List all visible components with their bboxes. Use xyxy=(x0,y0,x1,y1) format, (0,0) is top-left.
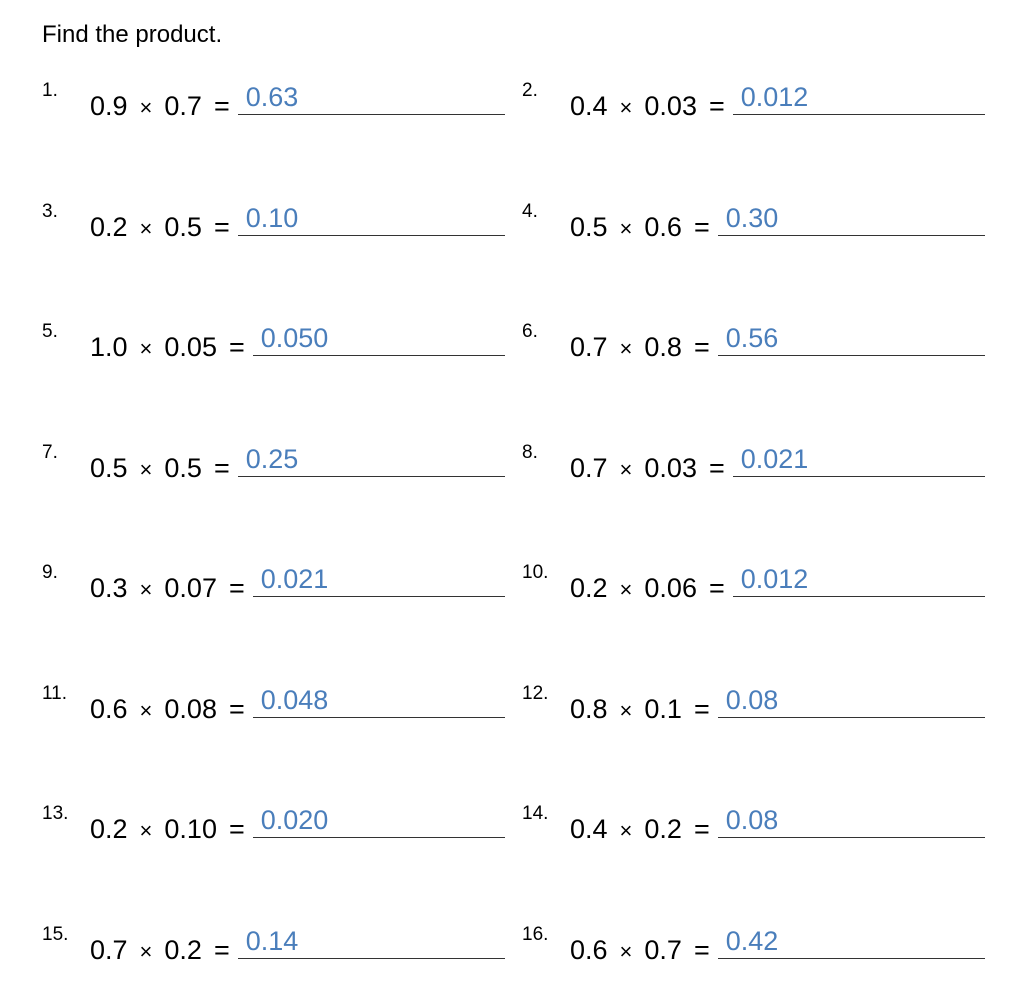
problem-item xyxy=(522,201,985,251)
times-sign: × xyxy=(619,939,633,964)
answer-text: 0.63 xyxy=(245,82,299,112)
factor-a: 0.8 xyxy=(570,694,608,724)
equals-sign: = xyxy=(213,212,230,242)
equals-sign: = xyxy=(708,453,725,483)
equals-sign: = xyxy=(213,935,230,965)
answer-text: 0.08 xyxy=(725,805,779,835)
factor-b: 0.2 xyxy=(164,935,202,965)
factor-a: 0.2 xyxy=(90,814,128,844)
factor-b: 0.03 xyxy=(644,91,697,121)
factor-a: 0.9 xyxy=(90,91,128,121)
problem-number: 1. xyxy=(42,80,58,101)
problem-item xyxy=(42,201,505,251)
problem-number: 8. xyxy=(522,442,538,463)
problem-expression xyxy=(570,201,985,242)
times-sign: × xyxy=(139,95,153,120)
problem-expression xyxy=(90,924,505,965)
problem-expression xyxy=(90,80,505,121)
answer-text: 0.42 xyxy=(725,926,779,956)
problem-number: 5. xyxy=(42,321,58,342)
equals-sign: = xyxy=(228,332,245,362)
factor-b: 0.1 xyxy=(644,694,682,724)
problem-number: 16. xyxy=(522,924,549,945)
factor-b: 0.5 xyxy=(164,212,202,242)
problem-number: 14. xyxy=(522,803,549,824)
answer-text: 0.020 xyxy=(260,805,329,835)
problem-number: 15. xyxy=(42,924,69,945)
factor-b: 0.5 xyxy=(164,453,202,483)
factor-b: 0.7 xyxy=(164,91,202,121)
problem-item xyxy=(522,442,985,492)
problem-expression xyxy=(90,562,505,603)
equals-sign: = xyxy=(228,814,245,844)
factor-a: 0.4 xyxy=(570,91,608,121)
problem-expression xyxy=(90,201,505,242)
factor-a: 0.5 xyxy=(570,212,608,242)
problem-expression xyxy=(90,321,505,362)
factor-a: 0.3 xyxy=(90,573,128,603)
factor-a: 0.4 xyxy=(570,814,608,844)
equals-sign: = xyxy=(228,573,245,603)
factor-b: 0.03 xyxy=(644,453,697,483)
problem-item xyxy=(42,562,505,612)
times-sign: × xyxy=(139,939,153,964)
problem-expression xyxy=(570,803,985,844)
problem-expression xyxy=(90,683,505,724)
problem-item xyxy=(522,562,985,612)
problem-number: 2. xyxy=(522,80,538,101)
problem-item xyxy=(42,683,505,733)
answer-text: 0.021 xyxy=(260,564,329,594)
factor-b: 0.05 xyxy=(164,332,217,362)
times-sign: × xyxy=(139,457,153,482)
problem-expression xyxy=(90,803,505,844)
problem-number: 11. xyxy=(42,683,68,704)
problem-item xyxy=(42,442,505,492)
answer-text: 0.14 xyxy=(245,926,299,956)
answer-text: 0.56 xyxy=(725,323,779,353)
answer-blank[interactable] xyxy=(718,201,985,236)
problem-number: 6. xyxy=(522,321,538,342)
problem-expression xyxy=(570,924,985,965)
factor-a: 0.2 xyxy=(90,212,128,242)
answer-blank[interactable] xyxy=(718,924,985,959)
factor-a: 0.5 xyxy=(90,453,128,483)
equals-sign: = xyxy=(708,573,725,603)
factor-a: 0.6 xyxy=(570,935,608,965)
answer-text: 0.10 xyxy=(245,203,299,233)
times-sign: × xyxy=(619,818,633,843)
answer-blank[interactable] xyxy=(718,321,985,356)
problem-number: 4. xyxy=(522,201,538,222)
factor-a: 0.7 xyxy=(570,332,608,362)
answer-blank[interactable] xyxy=(253,562,505,597)
answer-blank[interactable] xyxy=(733,442,985,477)
equals-sign: = xyxy=(693,935,710,965)
problem-expression xyxy=(570,80,985,121)
times-sign: × xyxy=(139,577,153,602)
times-sign: × xyxy=(619,698,633,723)
problem-number: 3. xyxy=(42,201,58,222)
times-sign: × xyxy=(139,216,153,241)
times-sign: × xyxy=(139,698,153,723)
problem-item xyxy=(522,924,985,974)
times-sign: × xyxy=(619,336,633,361)
factor-b: 0.10 xyxy=(164,814,217,844)
answer-text: 0.08 xyxy=(725,685,779,715)
problem-item xyxy=(522,683,985,733)
problem-expression xyxy=(90,442,505,483)
factor-b: 0.7 xyxy=(644,935,682,965)
equals-sign: = xyxy=(213,91,230,121)
times-sign: × xyxy=(619,457,633,482)
answer-blank[interactable] xyxy=(253,803,505,838)
answer-blank[interactable] xyxy=(238,442,505,477)
times-sign: × xyxy=(619,577,633,602)
problem-expression xyxy=(570,562,985,603)
answer-text: 0.012 xyxy=(740,564,809,594)
equals-sign: = xyxy=(228,694,245,724)
instruction-text: Find the product. xyxy=(42,21,223,48)
answer-blank[interactable] xyxy=(733,562,985,597)
problem-number: 12. xyxy=(522,683,549,704)
problem-item xyxy=(42,80,505,130)
factor-b: 0.06 xyxy=(644,573,697,603)
equals-sign: = xyxy=(693,332,710,362)
answer-text: 0.25 xyxy=(245,444,299,474)
equals-sign: = xyxy=(693,814,710,844)
answer-blank[interactable] xyxy=(253,321,505,356)
answer-text: 0.050 xyxy=(260,323,329,353)
answer-blank[interactable] xyxy=(733,80,985,115)
problem-item xyxy=(522,321,985,371)
factor-a: 1.0 xyxy=(90,332,128,362)
factor-a: 0.2 xyxy=(570,573,608,603)
problem-expression xyxy=(570,442,985,483)
factor-a: 0.7 xyxy=(570,453,608,483)
equals-sign: = xyxy=(213,453,230,483)
problem-number: 10. xyxy=(522,562,549,583)
answer-blank[interactable] xyxy=(718,803,985,838)
answer-text: 0.021 xyxy=(740,444,809,474)
times-sign: × xyxy=(139,818,153,843)
factor-b: 0.08 xyxy=(164,694,217,724)
problem-number: 7. xyxy=(42,442,58,463)
answer-blank[interactable] xyxy=(238,924,505,959)
factor-a: 0.6 xyxy=(90,694,128,724)
factor-a: 0.7 xyxy=(90,935,128,965)
answer-blank[interactable] xyxy=(253,683,505,718)
problem-item xyxy=(42,924,505,974)
answer-blank[interactable] xyxy=(238,201,505,236)
factor-b: 0.8 xyxy=(644,332,682,362)
problem-item xyxy=(522,80,985,130)
problem-item xyxy=(522,803,985,853)
times-sign: × xyxy=(139,336,153,361)
answer-text: 0.048 xyxy=(260,685,329,715)
times-sign: × xyxy=(619,216,633,241)
factor-b: 0.07 xyxy=(164,573,217,603)
factor-b: 0.6 xyxy=(644,212,682,242)
factor-b: 0.2 xyxy=(644,814,682,844)
answer-text: 0.012 xyxy=(740,82,809,112)
problem-item xyxy=(42,803,505,853)
answer-blank[interactable] xyxy=(718,683,985,718)
problem-expression xyxy=(570,321,985,362)
answer-text: 0.30 xyxy=(725,203,779,233)
problem-number: 9. xyxy=(42,562,58,583)
equals-sign: = xyxy=(693,694,710,724)
problem-expression xyxy=(570,683,985,724)
equals-sign: = xyxy=(708,91,725,121)
answer-blank[interactable] xyxy=(238,80,505,115)
problem-number: 13. xyxy=(42,803,69,824)
problem-item xyxy=(42,321,505,371)
times-sign: × xyxy=(619,95,633,120)
equals-sign: = xyxy=(693,212,710,242)
